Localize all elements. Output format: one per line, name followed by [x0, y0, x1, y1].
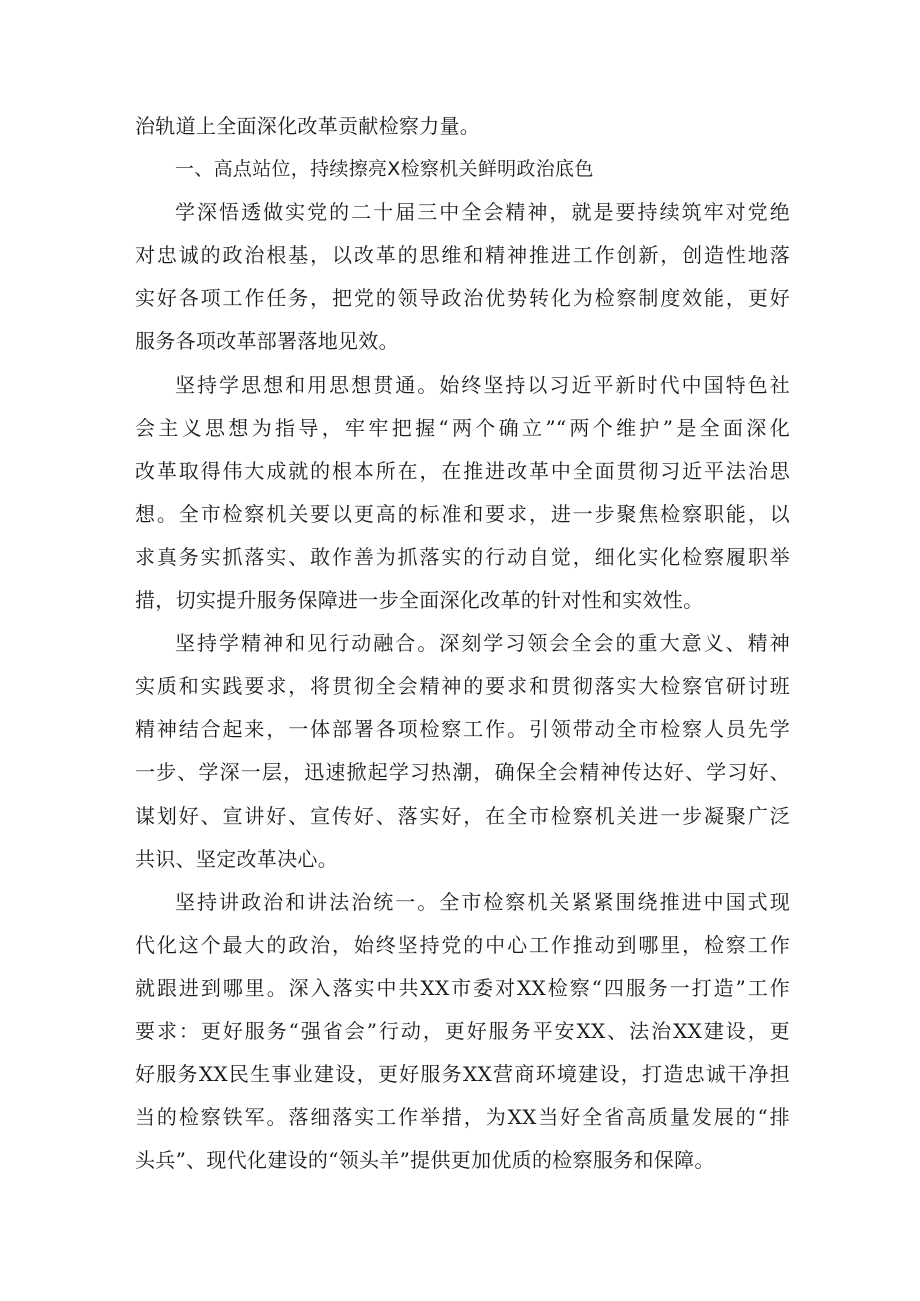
text-line: 就跟进到哪里。深入落实中共XX市委对XX检察“四服务一打造”工作: [135, 975, 790, 1000]
text-line: 共识、坚定改革决心。: [135, 846, 338, 871]
text-line: 精神结合起来，一体部署各项检察工作。引领带动全市检察人员先学: [135, 717, 790, 742]
text-line: 会主义思想为指导，牢牢把握“两个确立”“两个维护”是全面深化: [135, 415, 790, 440]
text-line: 当的检察铁军。落细落实工作举措，为XX当好全省高质量发展的“排: [135, 1105, 790, 1130]
document-body: [135, 105, 790, 1182]
text-line: 坚持学思想和用思想贯通。始终坚持以习近平新时代中国特色社: [175, 372, 790, 397]
text-line: 代化这个最大的政治，始终坚持党的中心工作推动到哪里，检察工作: [135, 932, 790, 957]
text-line: 对忠诚的政治根基，以改革的思维和精神推进工作创新，创造性地落: [135, 243, 790, 268]
text-line: 治轨道上全面深化改革贡献检察力量。: [135, 114, 481, 138]
text-line: 想。全市检察机关要以更高的标准和要求，进一步聚焦检察职能，以: [135, 501, 790, 526]
text-line: 实质和实践要求，将贯彻全会精神的要求和贯彻落实大检察官研讨班: [135, 674, 790, 699]
section-heading: 一、高点站位，持续擦亮X检察机关鲜明政治底色: [175, 158, 594, 181]
text-line: 求真务实抓落实、敢作善为抓落实的行动自觉，细化实化检察履职举: [135, 544, 790, 569]
text-line: 措，切实提升服务保障进一步全面深化改革的针对性和实效性。: [135, 588, 704, 613]
text-line: 要求：更好服务“强省会”行动，更好服务平安XX、法治XX建设，更: [135, 1018, 790, 1043]
text-line: 坚持学精神和见行动融合。深刻学习领会全会的重大意义、精神: [175, 631, 790, 656]
text-line: 谋划好、宣讲好、宣传好、落实好，在全市检察机关进一步凝聚广泛: [135, 803, 790, 828]
text-line: 头兵”、现代化建设的“领头羊”提供更加优质的检察服务和保障。: [135, 1148, 715, 1173]
text-line: 一步、学深一层，迅速掀起学习热潮，确保全会精神传达好、学习好、: [135, 760, 790, 785]
text-line: 学深悟透做实党的二十届三中全会精神，就是要持续筑牢对党绝: [175, 200, 790, 225]
text-line: 改革取得伟大成就的根本所在，在推进改革中全面贯彻习近平法治思: [135, 458, 790, 483]
text-line: 好服务XX民生事业建设，更好服务XX营商环境建设，打造忠诚干净担: [135, 1062, 790, 1087]
text-line: 服务各项改革部署落地见效。: [135, 329, 399, 354]
text-line: 实好各项工作任务，把党的领导政治优势转化为检察制度效能，更好: [135, 286, 790, 311]
text-line: 坚持讲政治和讲法治统一。全市检察机关紧紧围绕推进中国式现: [175, 889, 790, 914]
